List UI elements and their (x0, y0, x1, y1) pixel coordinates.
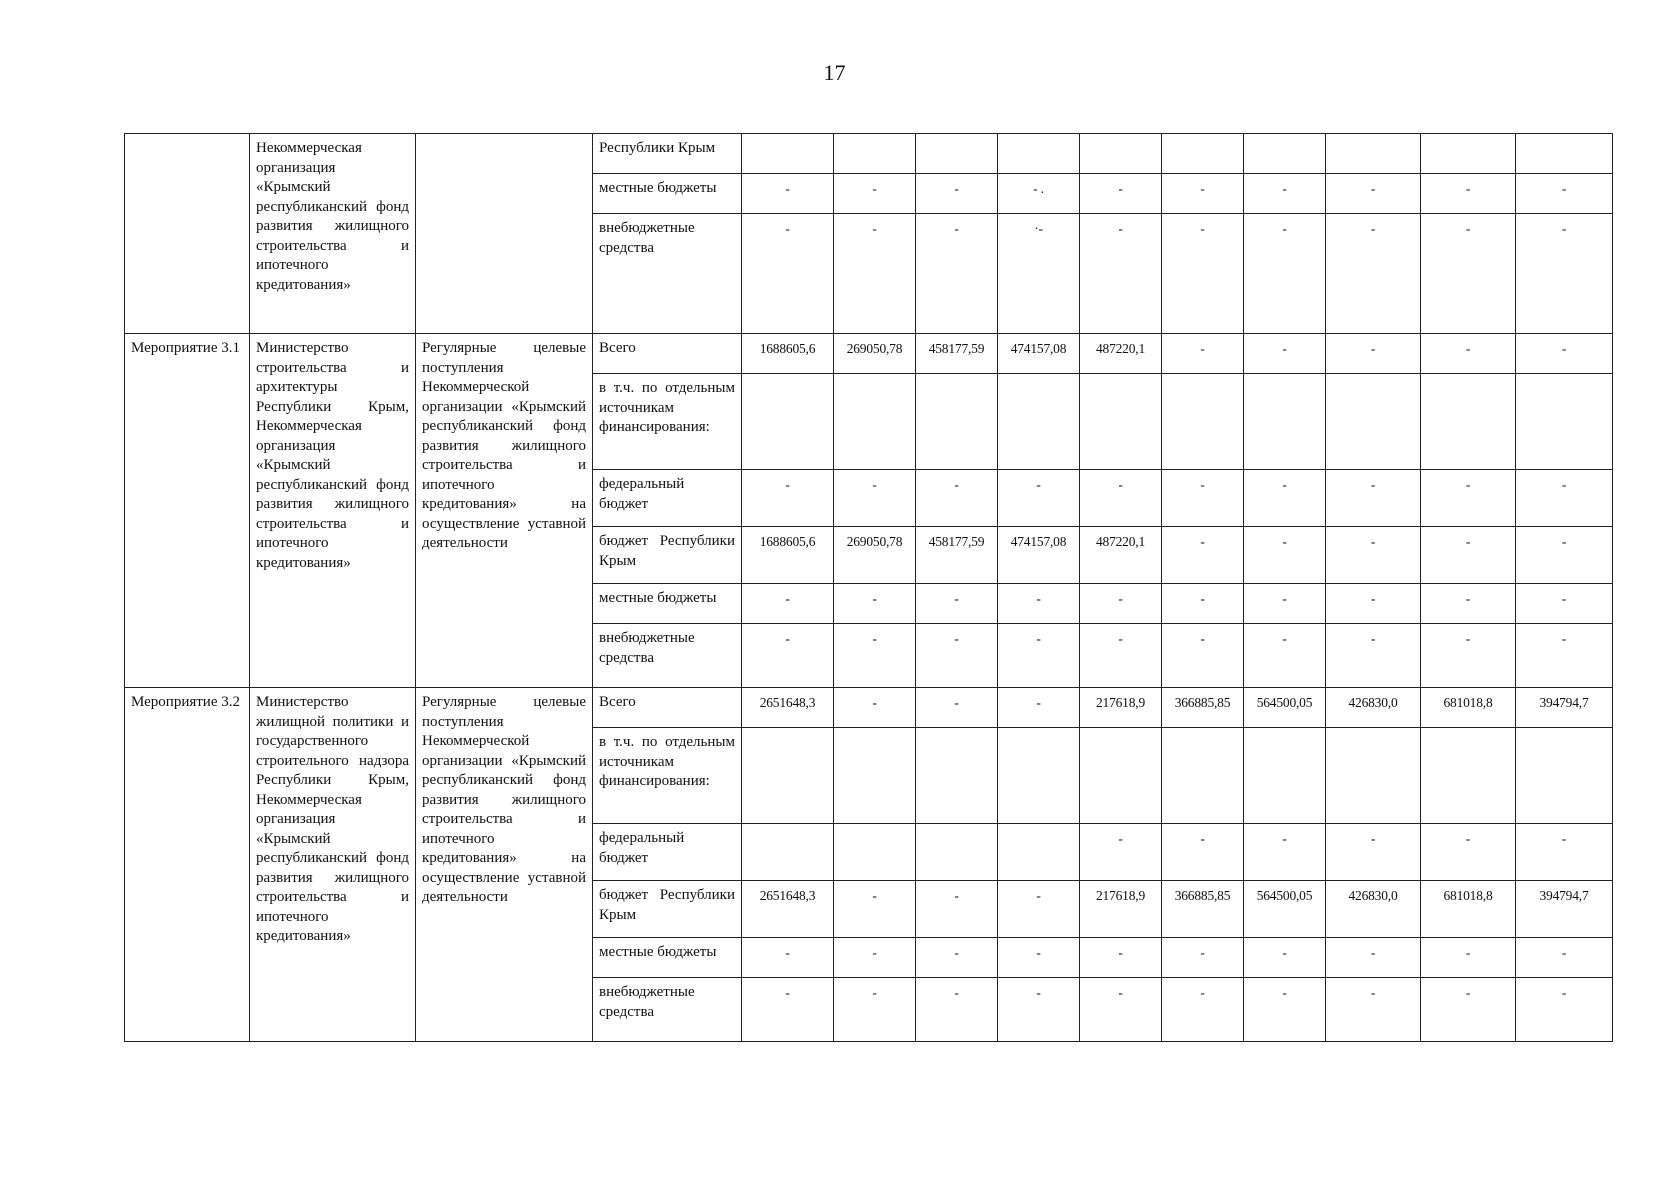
value-cell (742, 374, 834, 470)
value-cell: - (1326, 978, 1421, 1042)
value-cell (916, 374, 998, 470)
value-cell: - (1326, 938, 1421, 978)
value-cell: - (834, 978, 916, 1042)
value-cell: - (1244, 938, 1326, 978)
value-cell (1162, 134, 1244, 174)
value-cell: 564500,05 (1244, 881, 1326, 938)
value-cell (1516, 134, 1613, 174)
description-cell: Регулярные целевые поступления Некоммерческой организации «Крымский республиканский фонд развития жилищного строительства и ипотечного кредитования» на осуществление уставной деятельности (416, 688, 593, 1042)
value-cell: - (1244, 174, 1326, 214)
value-cell: - (1244, 584, 1326, 624)
funding-source-cell: Всего (593, 334, 742, 374)
value-cell: - (1162, 214, 1244, 334)
funding-source-cell: внебюджетные средства (593, 978, 742, 1042)
value-cell: - (1326, 527, 1421, 584)
value-cell: - (1162, 584, 1244, 624)
funding-source-cell: бюджет Республики Крым (593, 881, 742, 938)
table-row (125, 688, 1613, 728)
value-cell: - (1162, 174, 1244, 214)
value-cell: - (834, 688, 916, 728)
value-cell: 2651648,3 (742, 881, 834, 938)
value-cell: - (998, 978, 1080, 1042)
value-cell: - (742, 624, 834, 688)
value-cell: - (1162, 978, 1244, 1042)
value-cell: - (1162, 527, 1244, 584)
value-cell: - (1326, 214, 1421, 334)
value-cell: ·- (998, 214, 1080, 334)
value-cell: 458177,59 (916, 334, 998, 374)
value-cell: - (1244, 527, 1326, 584)
value-cell: - (998, 688, 1080, 728)
value-cell: 458177,59 (916, 527, 998, 584)
value-cell: - (834, 624, 916, 688)
value-cell (834, 134, 916, 174)
value-cell (834, 824, 916, 881)
value-cell: - (834, 881, 916, 938)
value-cell: - (1421, 214, 1516, 334)
value-cell: - (742, 978, 834, 1042)
value-cell: 426830,0 (1326, 881, 1421, 938)
value-cell: - (1244, 978, 1326, 1042)
value-cell: - (1244, 470, 1326, 527)
table-row (125, 334, 1613, 374)
value-cell: - (1162, 334, 1244, 374)
value-cell: - (1326, 174, 1421, 214)
value-cell: - (1516, 938, 1613, 978)
funding-source-cell: местные бюджеты (593, 938, 742, 978)
value-cell (834, 374, 916, 470)
page-number: 17 (823, 60, 846, 85)
value-cell: - (998, 881, 1080, 938)
description-cell: Регулярные целевые поступления Некоммерческой организации «Крымский республиканский фонд развития жилищного строительства и ипотечного кредитования» на осуществление уставной деятельности (416, 334, 593, 688)
value-cell: 564500,05 (1244, 688, 1326, 728)
value-cell: - (1421, 824, 1516, 881)
value-cell: 217618,9 (1080, 881, 1162, 938)
value-cell (916, 134, 998, 174)
value-cell: 394794,7 (1516, 881, 1613, 938)
value-cell: - (834, 174, 916, 214)
funding-source-cell: в т.ч. по отдельным источникам финансирования: (593, 374, 742, 470)
value-cell: - (1080, 470, 1162, 527)
value-cell: - (916, 624, 998, 688)
value-cell: - (916, 584, 998, 624)
value-cell: 1688605,6 (742, 334, 834, 374)
value-cell: 366885,85 (1162, 881, 1244, 938)
funding-table (124, 133, 1613, 1042)
value-cell: - (1516, 978, 1613, 1042)
value-cell: - (742, 174, 834, 214)
event-name-cell (125, 134, 250, 334)
funding-source-cell: федеральный бюджет (593, 470, 742, 527)
value-cell: - (1421, 938, 1516, 978)
value-cell: - (1080, 214, 1162, 334)
value-cell (1244, 728, 1326, 824)
value-cell: - (998, 938, 1080, 978)
value-cell (1516, 374, 1613, 470)
value-cell: 2651648,3 (742, 688, 834, 728)
value-cell (916, 824, 998, 881)
funding-source-cell: местные бюджеты (593, 584, 742, 624)
value-cell: - (916, 688, 998, 728)
value-cell: - (998, 470, 1080, 527)
value-cell (1421, 134, 1516, 174)
funding-source-cell: Всего (593, 688, 742, 728)
value-cell: - (916, 938, 998, 978)
value-cell: - (916, 881, 998, 938)
value-cell (1080, 374, 1162, 470)
value-cell: - (1326, 334, 1421, 374)
value-cell: - (742, 470, 834, 527)
value-cell (1516, 728, 1613, 824)
value-cell: - (1162, 624, 1244, 688)
funding-source-cell: внебюджетные средства (593, 624, 742, 688)
value-cell: 269050,78 (834, 527, 916, 584)
value-cell: - (998, 624, 1080, 688)
value-cell: - (1162, 938, 1244, 978)
value-cell (742, 824, 834, 881)
value-cell: - (834, 470, 916, 527)
value-cell: 487220,1 (1080, 527, 1162, 584)
value-cell: 487220,1 (1080, 334, 1162, 374)
value-cell: - (916, 470, 998, 527)
value-cell (1244, 374, 1326, 470)
value-cell: - (1516, 824, 1613, 881)
executor-cell: Министерство строительства и архитектуры Республики Крым, Некоммерческая организация «Крымский республиканский фонд развития жилищного строительства и ипотечного кредитования» (250, 334, 416, 688)
value-cell: - (1516, 214, 1613, 334)
value-cell (916, 728, 998, 824)
value-cell: 474157,08 (998, 334, 1080, 374)
value-cell: - (1516, 174, 1613, 214)
value-cell: - (1421, 334, 1516, 374)
value-cell: 681018,8 (1421, 881, 1516, 938)
value-cell (1162, 374, 1244, 470)
event-name-cell: Мероприятие 3.1 (125, 334, 250, 688)
value-cell: - (1326, 470, 1421, 527)
value-cell: - (1516, 527, 1613, 584)
value-cell: - (1421, 470, 1516, 527)
value-cell (998, 134, 1080, 174)
value-cell (834, 728, 916, 824)
value-cell: 474157,08 (998, 527, 1080, 584)
value-cell (1080, 134, 1162, 174)
value-cell (1244, 134, 1326, 174)
value-cell (1326, 728, 1421, 824)
value-cell: 426830,0 (1326, 688, 1421, 728)
value-cell: - (834, 584, 916, 624)
value-cell: - (916, 214, 998, 334)
funding-source-cell: в т.ч. по отдельным источникам финансирования: (593, 728, 742, 824)
value-cell: 681018,8 (1421, 688, 1516, 728)
value-cell: - (1080, 624, 1162, 688)
value-cell: - (1516, 624, 1613, 688)
value-cell: - (742, 584, 834, 624)
value-cell: - (742, 214, 834, 334)
value-cell: - (1516, 334, 1613, 374)
description-cell (416, 134, 593, 334)
value-cell: - (1421, 527, 1516, 584)
executor-cell: Некоммерческая организация «Крымский республиканский фонд развития жилищного строительства и ипотечного кредитования» (250, 134, 416, 334)
value-cell: - (1244, 824, 1326, 881)
value-cell: - (1516, 470, 1613, 527)
value-cell: - (834, 214, 916, 334)
event-name-cell: Мероприятие 3.2 (125, 688, 250, 1042)
funding-source-cell: внебюджетные средства (593, 214, 742, 334)
value-cell: - (1080, 978, 1162, 1042)
value-cell: - (834, 938, 916, 978)
value-cell: - (1421, 174, 1516, 214)
value-cell: 217618,9 (1080, 688, 1162, 728)
value-cell (998, 374, 1080, 470)
value-cell: 1688605,6 (742, 527, 834, 584)
value-cell: - (1326, 584, 1421, 624)
value-cell: - (916, 978, 998, 1042)
value-cell (742, 728, 834, 824)
value-cell (1421, 374, 1516, 470)
value-cell: - (916, 174, 998, 214)
value-cell: - (1326, 824, 1421, 881)
value-cell: - (1244, 334, 1326, 374)
value-cell: 269050,78 (834, 334, 916, 374)
funding-source-cell: местные бюджеты (593, 174, 742, 214)
value-cell (1162, 728, 1244, 824)
value-cell (998, 824, 1080, 881)
value-cell: - (1080, 938, 1162, 978)
value-cell (1080, 728, 1162, 824)
value-cell (1326, 134, 1421, 174)
value-cell (1421, 728, 1516, 824)
value-cell: - (1244, 624, 1326, 688)
executor-cell: Министерство жилищной политики и государственного строительного надзора Республики Крым, Некоммерческая организация «Крымский республиканский фонд развития жилищного строительства и ипотечного кредитования» (250, 688, 416, 1042)
value-cell: - (1080, 824, 1162, 881)
value-cell: 366885,85 (1162, 688, 1244, 728)
value-cell: - (1244, 214, 1326, 334)
value-cell: 394794,7 (1516, 688, 1613, 728)
value-cell: - (1421, 624, 1516, 688)
value-cell: - (998, 584, 1080, 624)
funding-source-cell: бюджет Республики Крым (593, 527, 742, 584)
value-cell: - (1162, 470, 1244, 527)
value-cell: - (1326, 624, 1421, 688)
value-cell: - (1080, 174, 1162, 214)
value-cell: - (1080, 584, 1162, 624)
table-row (125, 134, 1613, 174)
value-cell: - (1421, 584, 1516, 624)
value-cell: - (1421, 978, 1516, 1042)
value-cell (1326, 374, 1421, 470)
value-cell: - (1516, 584, 1613, 624)
value-cell: - (742, 938, 834, 978)
value-cell: - (1162, 824, 1244, 881)
value-cell (742, 134, 834, 174)
value-cell (998, 728, 1080, 824)
value-cell: - . (998, 174, 1080, 214)
funding-source-cell: федеральный бюджет (593, 824, 742, 881)
funding-source-cell: Республики Крым (593, 134, 742, 174)
